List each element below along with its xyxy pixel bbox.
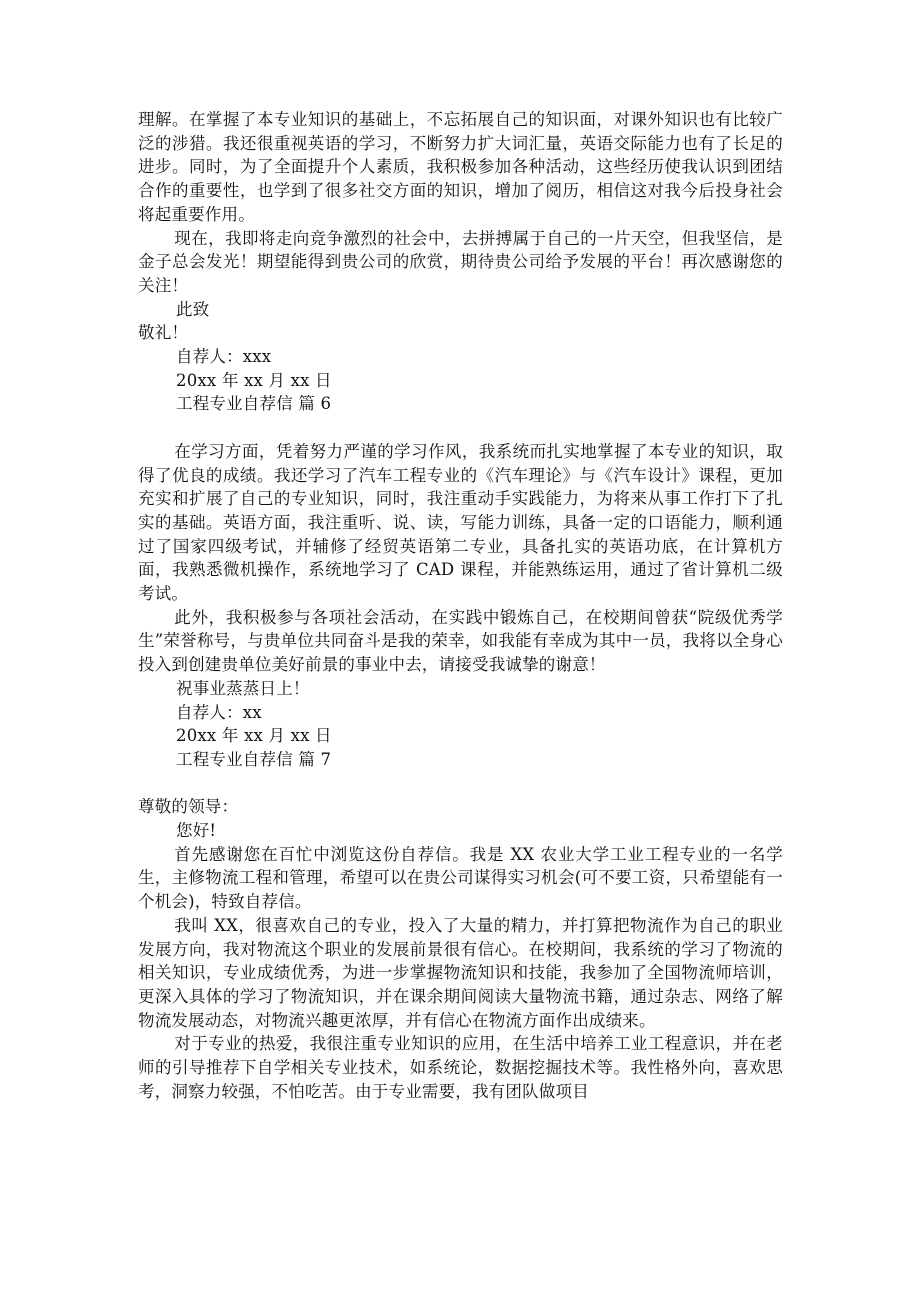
signature-2: 自荐人：xx xyxy=(176,702,262,722)
closing-cizhi: 此致 xyxy=(176,299,210,319)
paragraph-passion: 对于专业的热爱，我很注重专业知识的应用，在生活中培养工业工程意识，并在老师的引导推荐下自学相关专业技术，如系统论，数据挖掘技术等。我性格外向，喜欢思考，洞察力较强，不怕吃苦。由于专业需要，我有团队做项目 xyxy=(138,1034,783,1101)
signature-1: 自荐人：xxx xyxy=(176,347,272,367)
paragraph-intro: 首先感谢您在百忙中浏览这份自荐信。我是 XX 农业大学工业工程专业的一名学生，主修物流工程和管理，希望可以在贵公司谋得实习机会(可不要工资，只希望能有一个机会)，特致自荐信。 xyxy=(138,844,783,912)
paragraph-knowledge: 理解。在掌握了本专业知识的基础上，不忘拓展自己的知识面，对课外知识也有比较广泛的涉猎。我还很重视英语的学习，不断努力扩大词汇量，英语交际能力也有了长足的进步。同时，为了全面提升个人素质，我积极参加各种活动，这些经历使我认识到团结合作的重要性，也学到了很多社交方面的知识，增加了阅历，相信这对我今后投身社会将起重要作用。 xyxy=(138,110,783,224)
hello-line: 您好! xyxy=(176,821,217,841)
greeting: 尊敬的领导： xyxy=(138,797,239,817)
paragraph-activities: 此外，我积极参与各项社会活动，在实践中锻炼自己，在校期间曾获“院级优秀学生”荣誉称号，与贵单位共同奋斗是我的荣幸，如我能有幸成为其中一员，我将以全身心投入到创建贵单位美好前景的事业中去，请接受我诚挚的谢意！ xyxy=(138,607,783,675)
heading-letter-6: 工程专业自荐信 篇 6 xyxy=(176,394,332,414)
salute-jingli: 敬礼！ xyxy=(138,323,189,343)
document-page xyxy=(138,108,783,1104)
date-2: 20xx 年 xx 月 xx 日 xyxy=(176,726,332,746)
spacer xyxy=(138,772,783,796)
paragraph-logistics: 我叫 XX，很喜欢自己的专业，投入了大量的精力，并打算把物流作为自己的职业发展方向，我对物流这个职业的发展前景很有信心。在校期间，我系统的学习了物流的相关知识，专业成绩优秀，为进一步掌握物流知识和技能，我参加了全国物流师培训，更深入具体的学习了物流知识，并在课余期间阅读大量物流书籍，通过杂志、网络了解物流发展动态，对物流兴趣更浓厚，并有信心在物流方面作出成绩来。 xyxy=(138,915,783,1030)
paragraph-study: 在学习方面，凭着努力严谨的学习作风，我系统而扎实地掌握了本专业的知识，取得了优良的成绩。我还学习了汽车工程专业的《汽车理论》与《汽车设计》课程，更加充实和扩展了自己的专业知识，同时，我注重动手实践能力，为将来从事工作打下了扎实的基础。英语方面，我注重听、说、读，写能力训练，具备一定的口语能力，顺利通过了国家四级考试，并辅修了经贸英语第二专业，具备扎实的英语功底，在计算机方面，我熟悉微机操作，系统地学习了 CAD 课程，并能熟练运用，通过了省计算机二级考试。 xyxy=(138,441,783,604)
spacer xyxy=(138,416,783,440)
heading-letter-7: 工程专业自荐信 篇 7 xyxy=(176,749,332,769)
date-1: 20xx 年 xx 月 xx 日 xyxy=(176,370,332,390)
paragraph-future: 现在，我即将走向竞争激烈的社会中，去拼搏属于自己的一片天空，但我坚信，是金子总会发光！期望能得到贵公司的欣赏，期待贵公司给予发展的平台！再次感谢您的关注！ xyxy=(138,228,783,295)
wish-line: 祝事业蒸蒸日上！ xyxy=(176,678,310,698)
